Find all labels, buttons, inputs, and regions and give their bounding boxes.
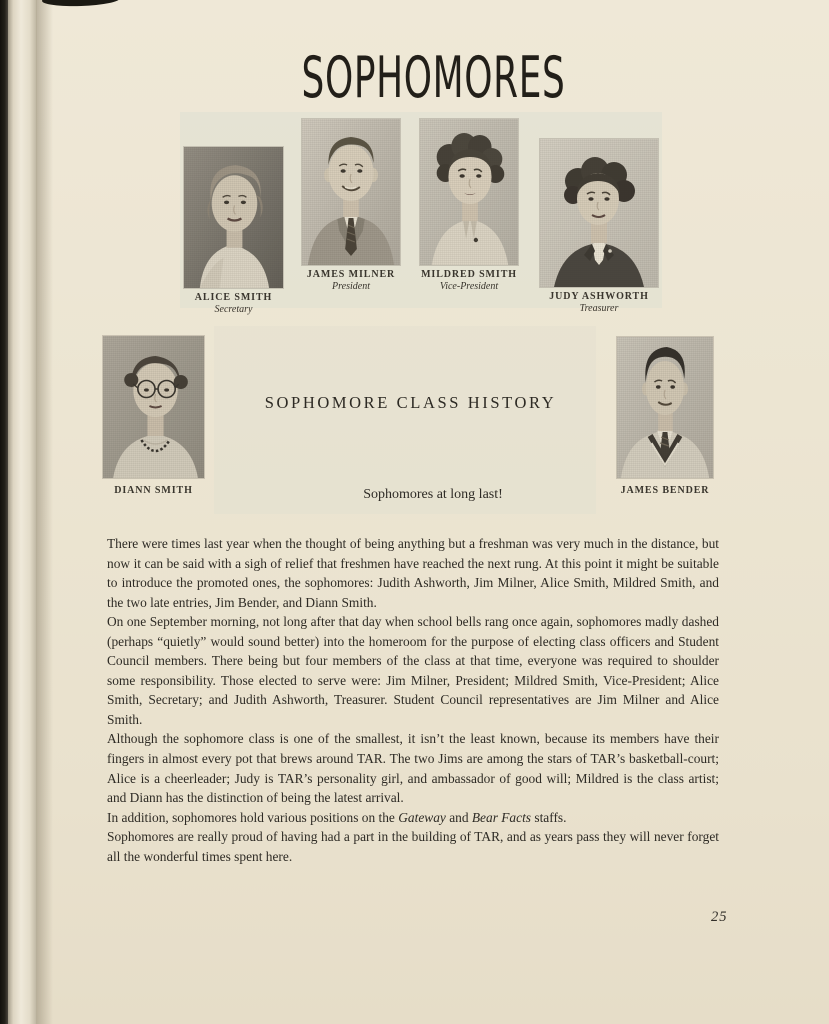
history-paragraph-3: Although the sophomore class is one of the smallest, it isn’t the least known, because its members have their fingers in almost every pot that brews around TAR. The two Jims are among the stars of TAR’s basketball-court; Alice is a cheerleader; Judy is TAR’s personality girl, and ambassador of good will; Mildred is the class artist; and Diann has the distinction of being the latest arrival. [107,731,719,806]
history-heading: SOPHOMORE CLASS HISTORY [264,393,557,412]
portrait-james-bender [617,337,713,496]
officer-name: MILDRED SMITH [421,269,517,280]
officer-name: ALICE SMITH [194,292,273,303]
portrait-photo-alice-smith [184,147,283,288]
officer-role: President [332,281,370,292]
publication-name-bear-facts: Bear Facts [471,809,532,825]
paragraph-text: and [445,809,472,825]
officer-role: Treasurer [579,303,619,314]
officer-name: JAMES MILNER [306,269,396,280]
history-subtitle: Sophomores at long last! [363,487,503,502]
publication-name-gateway: Gateway [398,809,446,825]
book-gutter-shadow [0,0,8,1024]
officer-alice-smith [184,147,283,315]
page-number: 25 [711,909,728,925]
scan-tint-region [214,326,596,514]
officer-judy-ashworth [540,139,658,314]
book-page-edge [8,0,37,1024]
history-paragraph-2: On one September morning, not long after that day when school bells rang once again, sophomores madly dashed (perhaps “quietly” would sound better) into the homeroom for the purpose of electing class officers and Student Council members. There being but four members of the class at that time, everyone was required to shoulder some responsibility. Those elected to serve were: Jim Milner, President; Mildred Smith, Vice-President; Alice Smith, Secretary; and Judith Ashworth, Treasurer. Student Council representatives are Jim Milner and Alice Smith. [107,614,719,727]
portrait-photo-judy-ashworth [540,139,658,287]
portrait-photo-james-milner [302,119,400,265]
scan-corner-shadow [42,0,120,7]
officer-role: Vice-President [439,281,499,292]
history-paragraph-5: Sophomores are really proud of having had a part in the building of TAR, and as years pass they will never forget all the wonderful times spent here. [107,829,719,864]
paragraph-text: In addition, sophomores hold various positions on the [107,809,399,825]
officer-name: JUDY ASHWORTH [549,291,649,302]
portrait-name: DIANN SMITH [114,485,193,496]
portrait-diann-smith [103,336,204,496]
officer-mildred-smith [420,119,518,292]
portrait-name: JAMES BENDER [620,485,710,496]
portrait-photo-mildred-smith [420,119,518,265]
history-paragraph-4 [107,808,719,828]
paragraph-text: staffs. [531,809,567,825]
officer-role: Secretary [214,304,253,315]
history-paragraph-1: There were times last year when the thought of being anything but a freshman was very much in the distance, but now it can be said with a sigh of relief that freshmen have reached the next rung. At this point it might be suitable to introduce the promoted ones, the sophomores: Judith Ashworth, Jim Milner, Alice Smith, Mildred Smith, and the two late entries, Jim Bender, and Diann Smith. [107,536,719,610]
page-title: SOPHOMORES [301,45,565,111]
officer-james-milner [302,119,400,292]
page-crease-shadow [37,0,53,1024]
class-history-text [107,534,719,866]
